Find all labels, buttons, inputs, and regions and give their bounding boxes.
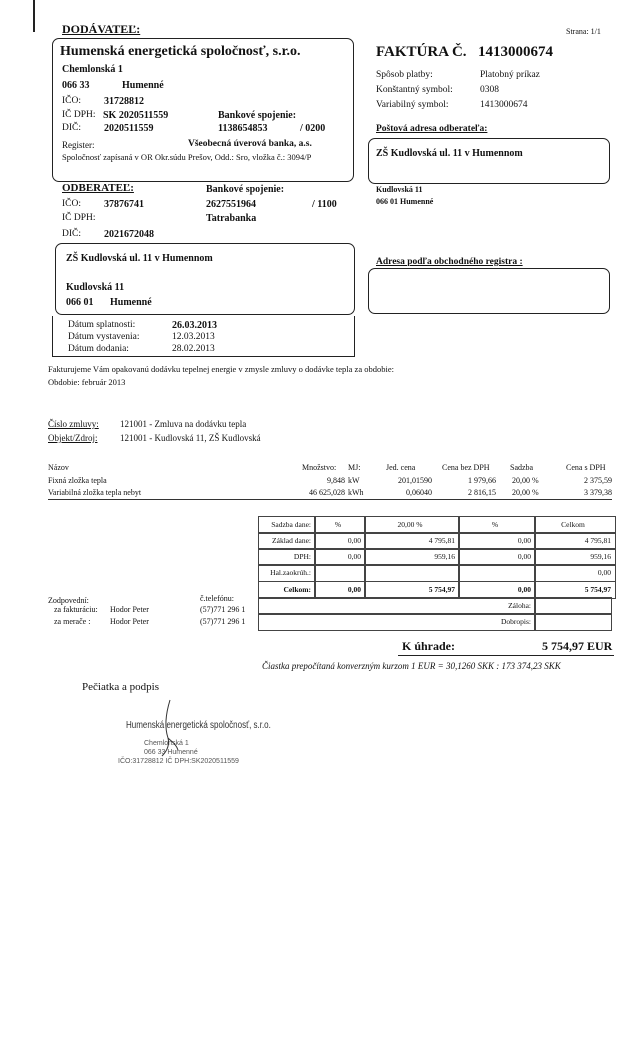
customer-bank-label: Bankové spojenie:: [206, 184, 285, 195]
customer-bank-name: Tatrabanka: [206, 213, 257, 224]
customer-bank-code: / 1100: [312, 199, 337, 210]
issue-date-label: Dátum vystavenia:: [68, 332, 140, 342]
customer-box-city: Humenné: [110, 297, 152, 308]
row-rate: 20,00 %: [512, 476, 539, 485]
tax-cell-label: Celkom:: [258, 581, 316, 599]
row-name: Fixná zložka tepla: [48, 476, 107, 485]
total-value: 5 754,97 EUR: [542, 639, 613, 653]
meter-name: Hodor Peter: [110, 617, 149, 626]
row-rate: 20,00 %: [512, 488, 539, 497]
customer-heading: ODBERATEĽ:: [62, 182, 134, 194]
postal-city: 066 01 Humenné: [376, 197, 434, 206]
responsible-heading: Zodpovední:: [48, 596, 89, 605]
customer-bank-account: 2627551964: [206, 199, 256, 210]
invoice-number: 1413000674: [478, 44, 553, 60]
tax-cell-rate-c: 0,00: [458, 532, 536, 550]
payment-label: Spôsob platby:: [376, 70, 433, 80]
supplier-bank-code: / 0200: [300, 123, 326, 134]
stamp-ids: IČO:31728812 IČ DPH:SK2020511559: [118, 758, 239, 765]
row-unit-price: 201,01590: [398, 476, 432, 485]
phone-heading: č.telefónu:: [200, 594, 234, 603]
total-rule: [398, 655, 614, 656]
contract-value: 121001 - Zmluva na dodávku tepla: [120, 419, 247, 429]
supplier-bank-name: Všeobecná úverová banka, a.s.: [188, 139, 312, 149]
postal-name: ZŠ Kudlovská ul. 11 v Humennom: [376, 148, 523, 159]
tax-cell-rate-c: %: [458, 516, 536, 534]
object-value: 121001 - Kudlovská 11, ZŠ Kudlovská: [120, 433, 261, 443]
delivery-date-label: Dátum dodania:: [68, 344, 129, 354]
intro-text: Fakturujeme Vám opakovanú dodávku tepelnej energie v zmysle zmluvy o dodávke tepla za obdobie:: [48, 364, 394, 374]
register-address-heading: Adresa podľa obchodného registra :: [376, 257, 523, 267]
customer-ico-label: IČO:: [62, 199, 81, 209]
row-unit-price: 0,06040: [406, 488, 432, 497]
stamp-label: Pečiatka a podpis: [82, 681, 159, 693]
tax-cell-label: Sadzba dane:: [258, 516, 316, 534]
tax-cell-rate-c: 0,00: [458, 581, 536, 599]
supplier-dic: 2020511559: [104, 123, 154, 134]
object-label: Objekt/Zdroj:: [48, 433, 98, 443]
postal-heading: Poštová adresa odberateľa:: [376, 124, 488, 134]
col-header-name: Názov: [48, 463, 69, 472]
supplier-dic-label: DIČ:: [62, 123, 81, 133]
customer-box-street: Kudlovská 11: [66, 282, 125, 293]
customer-box-name: ZŠ Kudlovská ul. 11 v Humennom: [66, 253, 213, 264]
supplier-icdph-label: IČ DPH:: [62, 110, 96, 120]
contract-label: Číslo zmluvy:: [48, 419, 99, 429]
customer-box-zip: 066 01: [66, 297, 94, 308]
col-header-rate: Sadzba: [510, 463, 534, 472]
row-price-no-vat: 2 816,15: [468, 488, 496, 497]
supplier-zip: 066 33: [62, 80, 90, 91]
col-header-unit-price: Jed. cena: [386, 463, 416, 472]
total-label: K úhrade:: [402, 639, 456, 653]
stamp-city: 066 33 Humenné: [144, 749, 198, 756]
customer-icdph-label: IČ DPH:: [62, 213, 96, 223]
supplier-bank-account: 1138654853: [218, 123, 268, 134]
signature: [156, 698, 186, 758]
row-price-vat: 2 375,59: [584, 476, 612, 485]
tax-cell-label: Dobropis:: [258, 613, 536, 631]
tax-cell-total: [534, 613, 612, 631]
supplier-city: Humenné: [122, 80, 164, 91]
col-header-quantity: Množstvo:: [302, 463, 337, 472]
tax-cell-rate-b: 5 754,97: [364, 581, 460, 599]
payment-value: Platobný príkaz: [480, 70, 540, 80]
supplier-street: Chemlonská 1: [62, 64, 123, 75]
tax-cell-total: 5 754,97: [534, 581, 616, 599]
tax-cell-rate-b: 959,16: [364, 548, 460, 566]
tax-cell-label: Hal.zaokrúh.:: [258, 564, 316, 582]
due-date-label: Dátum splatnosti:: [68, 320, 136, 330]
meter-phone: (57)771 296 1: [200, 617, 246, 626]
page-number: Strana: 1/1: [566, 27, 601, 36]
billing-name: Hodor Peter: [110, 605, 149, 614]
constant-symbol-value: 0308: [480, 85, 499, 95]
row-unit: kW: [348, 476, 360, 485]
row-unit: kWh: [348, 488, 364, 497]
customer-ico: 37876741: [104, 199, 144, 210]
tax-cell-total: Celkom: [534, 516, 616, 534]
variable-symbol-label: Variabilný symbol:: [376, 100, 449, 110]
tax-cell-label: Základ dane:: [258, 532, 316, 550]
customer-dic-label: DIČ:: [62, 229, 81, 239]
tax-cell-rate-b: 20,00 %: [364, 516, 460, 534]
meter-label: za merače :: [54, 617, 91, 626]
issue-date-value: 12.03.2013: [172, 332, 215, 342]
billing-label: za fakturáciu:: [54, 605, 98, 614]
conversion-note: Čiastka prepočítaná konverzným kurzom 1 EUR = 30,1260 SKK : 173 374,23 SKK: [262, 661, 561, 671]
tax-cell-rate-b: [364, 564, 460, 582]
tax-cell-rate-a: [314, 564, 366, 582]
supplier-ico: 31728812: [104, 96, 144, 107]
tax-cell-rate-a: 0,00: [314, 581, 366, 599]
tax-cell-total: 959,16: [534, 548, 616, 566]
tax-cell-rate-c: 0,00: [458, 548, 536, 566]
row-name: Variabilná zložka tepla nebyt: [48, 488, 142, 497]
col-header-unit: MJ:: [348, 463, 361, 472]
tax-cell-rate-b: 4 795,81: [364, 532, 460, 550]
row-quantity: 46 625,028: [309, 488, 345, 497]
customer-dic: 2021672048: [104, 229, 154, 240]
billing-phone: (57)771 296 1: [200, 605, 246, 614]
tax-cell-label: DPH:: [258, 548, 316, 566]
supplier-heading: DODÁVATEĽ:: [62, 22, 141, 36]
supplier-icdph: SK 2020511559: [103, 110, 169, 121]
tax-cell-label: Záloha:: [258, 597, 536, 615]
stamp: [118, 712, 288, 774]
constant-symbol-label: Konštantný symbol:: [376, 85, 453, 95]
row-price-vat: 3 379,38: [584, 488, 612, 497]
tax-cell-rate-c: [458, 564, 536, 582]
tax-cell-rate-a: 0,00: [314, 548, 366, 566]
supplier-bank-label: Bankové spojenie:: [218, 110, 297, 121]
period-text: Obdobie: február 2013: [48, 377, 126, 387]
invoice-title: FAKTÚRA Č.: [376, 44, 467, 60]
col-header-price-vat: Cena s DPH: [566, 463, 606, 472]
row-quantity: 9,848: [327, 476, 345, 485]
stamp-company: Humenská energetická spoločnosť, s.r.o.: [126, 720, 271, 731]
stamp-street: Chemlonská 1: [144, 740, 189, 747]
supplier-name: Humenská energetická spoločnosť, s.r.o.: [60, 44, 301, 59]
col-header-price-no-vat: Cena bez DPH: [442, 463, 490, 472]
items-table-rule: [48, 499, 612, 500]
tax-cell-rate-a: 0,00: [314, 532, 366, 550]
supplier-register-label: Register:: [62, 140, 95, 150]
variable-symbol-value: 1413000674: [480, 100, 528, 110]
tax-cell-total: 0,00: [534, 564, 616, 582]
tax-cell-total: 4 795,81: [534, 532, 616, 550]
due-date-value: 26.03.2013: [172, 320, 217, 331]
scan-edge-mark: [33, 0, 35, 32]
tax-cell-rate-a: %: [314, 516, 366, 534]
postal-street: Kudlovská 11: [376, 185, 423, 194]
supplier-register-text: Spoločnosť zapísaná v OR Okr.súdu Prešov, Odd.: Sro, vložka č.: 3094/P: [62, 152, 312, 162]
register-address-box: [368, 268, 610, 314]
postal-box: [368, 138, 610, 184]
delivery-date-value: 28.02.2013: [172, 344, 215, 354]
row-price-no-vat: 1 979,66: [468, 476, 496, 485]
supplier-ico-label: IČO:: [62, 96, 81, 106]
